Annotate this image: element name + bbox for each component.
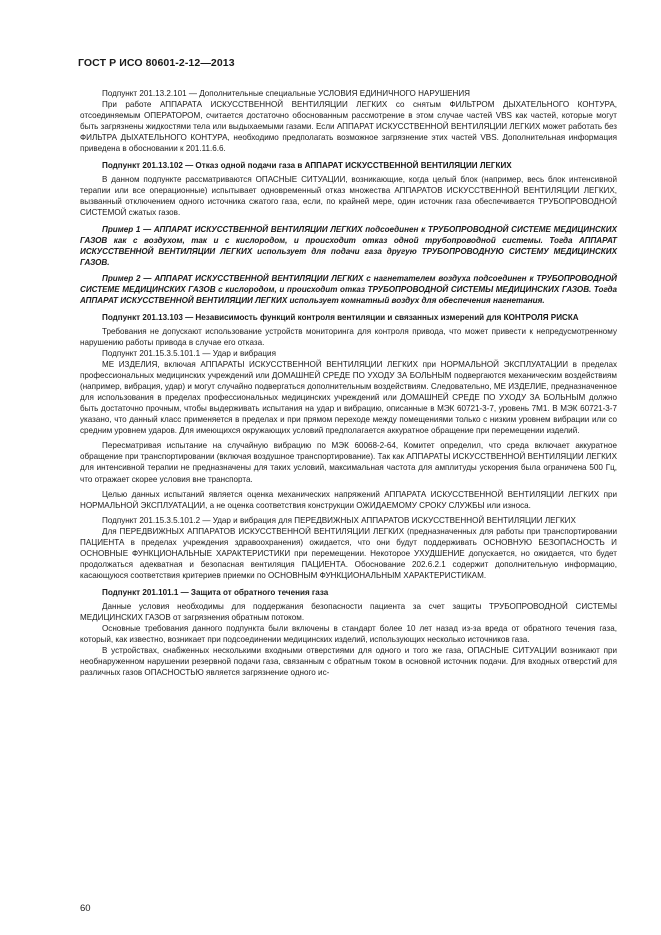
- body-paragraph: Данные условия необходимы для поддержания безопасности пациента за счет защиты ТРУБОПРОВОДНОЙ СИСТЕМЫ МЕДИЦИНСКИХ ГАЗОВ от загрязнения обратным потоком.: [80, 601, 617, 623]
- subclause-heading: Подпункт 201.13.102 — Отказ одной подачи газа в АППАРАТ ИСКУССТВЕННОЙ ВЕНТИЛЯЦИИ ЛЕГКИХ: [102, 161, 512, 171]
- subclause-heading: Подпункт 201.15.3.5.101.2 — Удар и вибрация для ПЕРЕДВИЖНЫХ АППАРАТОВ ИСКУССТВЕННОЙ ВЕНТИЛЯЦИИ ЛЕГКИХ: [102, 515, 576, 525]
- example-paragraph: Пример 2 — АППАРАТ ИСКУССТВЕННОЙ ВЕНТИЛЯЦИИ ЛЕГКИХ с нагнетателем воздуха подсоединен к ТРУБОПРОВОДНОЙ СИСТЕМЕ МЕДИЦИНСКИХ ГАЗОВ с кислородом, и происходит отказ ТРУБОПРОВОДНОЙ СИСТЕМЫ МЕДИЦИНСКИХ ГАЗОВ. Тогда АППАРАТ ИСКУССТВЕННОЙ ВЕНТИЛЯЦИИ ЛЕГКИХ использует комнатный воздух для обеспечения нагнетания.: [80, 273, 617, 305]
- example-paragraph: Пример 1 — АППАРАТ ИСКУССТВЕННОЙ ВЕНТИЛЯЦИИ ЛЕГКИХ подсоединен к ТРУБОПРОВОДНОЙ СИСТЕМЕ МЕДИЦИНСКИХ ГАЗОВ как с воздухом, так и с кислородом, и происходит отказ одной трубопроводной системы. Тогда АППАРАТ ИСКУССТВЕННОЙ ВЕНТИЛЯЦИИ ЛЕГКИХ использует для подачи газа другую ТРУБОПРОВОДНУЮ СИСТЕМУ МЕДИЦИНСКИХ ГАЗОВ.: [80, 224, 617, 267]
- document-header: ГОСТ Р ИСО 80601-2-12—2013: [78, 57, 235, 69]
- body-paragraph: Пересматривая испытание на случайную вибрацию по МЭК 60068-2-64, Комитет определил, что среда включает аккуратное обращение при транспортировании (включая воздушное транспортирование). Так как АППАРАТЫ ИСКУССТВЕННОЙ ВЕНТИЛЯЦИИ ЛЕГКИХ для интенсивной терапии не предназначены для таких условий, максимальная частота для амплитуды ускорения была ограничена 500 Гц, что отражает скорее условия вне транспорта.: [80, 441, 618, 484]
- page-number: 60: [80, 903, 91, 914]
- subclause-heading: Подпункт 201.101.1 — Защита от обратного течения газа: [102, 587, 329, 597]
- body-paragraph: Для ПЕРЕДВИЖНЫХ АППАРАТОВ ИСКУССТВЕННОЙ ВЕНТИЛЯЦИИ ЛЕГКИХ (предназначенных для работы при транспортировании ПАЦИЕНТА в пределах учреждения здравоохранения) ожидается, что они будут поддерживать ОСНОВНУЮ БЕЗОПАСНОСТЬ И ОСНОВНЫЕ ФУНКЦИОНАЛЬНЫЕ ХАРАКТЕРИСТИКИ при перемещении. Некоторое УХУДШЕНИЕ допускается, но ожидается, что будет продолжаться адекватная и безопасная вентиляция ПАЦИЕНТА. Обоснование 202.6.2.1 содержит дополнительную информацию, касающуюся соответствия критериев приемки по ОСНОВНЫМ ФУНКЦИОНАЛЬНЫМ ХАРАКТЕРИСТИКАМ.: [80, 526, 617, 580]
- body-paragraph: Целью данных испытаний является оценка механических напряжений АППАРАТА ИСКУССТВЕННОЙ ВЕНТИЛЯЦИИ ЛЕГКИХ при НОРМАЛЬНОЙ ЭКСПЛУАТАЦИИ, а не оценка соответствия конструкции ОЖИДАЕМОМУ СРОКУ СЛУЖБЫ или износа.: [80, 489, 617, 510]
- subclause-heading: Подпункт 201.15.3.5.101.1 — Удар и вибрация: [102, 348, 276, 358]
- body-paragraph: В устройствах, снабженных несколькими входными отверстиями для одного и того же газа, ОПАСНЫЕ СИТУАЦИИ возникают при необнаруженном нарушении резервной подачи газа, связанным с обратным током в основной источник подачи. Для входных отверстий для различных газов ОПАСНОСТЬЮ является загрязнение одного ис-: [80, 646, 617, 678]
- body-paragraph: В данном подпункте рассматриваются ОПАСНЫЕ СИТУАЦИИ, возникающие, когда целый блок (например, весь блок интенсивной терапии или все операционные) испытывает одновременный отказ множества АППАРАТОВ ИСКУССТВЕННОЙ ВЕНТИЛЯЦИИ ЛЕГКИХ, вызванный отключением одного источника сжатого газа, если, по крайней мере, один источник газа обеспечивается ТРУБОПРОВОДНОЙ СИСТЕМОЙ сжатых газов.: [80, 175, 617, 218]
- subclause-heading: Подпункт 201.13.103 — Независимость функций контроля вентиляции и связанных измерений для КОНТРОЛЯ РИСКА: [102, 312, 579, 322]
- body-paragraph: При работе АППАРАТА ИСКУССТВЕННОЙ ВЕНТИЛЯЦИИ ЛЕГКИХ со снятым ФИЛЬТРОМ ДЫХАТЕЛЬНОГО КОНТУРА, отсоединяемым ОПЕРАТОРОМ, считается достаточно обоснованным рассмотрение в этом случае частей VBS как частей, которые могут быть загрязнены жидкостями тела или выдыхаемыми газами. Если АППАРАТ ИСКУССТВЕННОЙ ВЕНТИЛЯЦИИ ЛЕГКИХ может работать без ФИЛЬТРА ДЫХАТЕЛЬНОГО КОНТУРА, необходимо предполагать возможное загрязнение этих частей VBS. Дополнительная информация приведена в обосновании к 201.11.6.6.: [80, 100, 617, 154]
- document-body: [80, 88, 617, 678]
- subclause-heading: Подпункт 201.13.2.101 — Дополнительные специальные УСЛОВИЯ ЕДИНИЧНОГО НАРУШЕНИЯ: [102, 89, 471, 98]
- body-paragraph: Основные требования данного подпункта были включены в стандарт более 10 лет назад из-за вреда от обратного течения газа, который, как известно, возникает при подсоединении медицинских изделий, использующих несколько источников газа.: [80, 624, 617, 645]
- body-paragraph: Требования не допускают использование устройств мониторинга для контроля привода, что может привести к непредусмотренному нарушению работы привода в случае его отказа.: [80, 326, 617, 347]
- body-paragraph: МЕ ИЗДЕЛИЯ, включая АППАРАТЫ ИСКУССТВЕННОЙ ВЕНТИЛЯЦИИ ЛЕГКИХ при НОРМАЛЬНОЙ ЭКСПЛУАТАЦИИ в пределах профессиональных медицинских учреждений или ДОМАШНЕЙ СРЕДЕ ПО УХОДУ ЗА БОЛЬНЫМ подвергаются механическим воздействиям (например, вибрация, удар) и могут случайно подвергаться дополнительным воздействиям. Следовательно, МЕ ИЗДЕЛИЕ, предназначенное для использования в пределах профессиональных медицинских учреждений или ДОМАШНЕЙ СРЕДЕ ПО УХОДУ ЗА БОЛЬНЫМ должно быть достаточно прочным, чтобы выдерживать испытания на удар и вибрацию, описанные в МЭК 60721-3-7, уровень 7М1. В МЭК 60721-3-7 указано, что данный класс применяется в пределах и при прямом переходе между помещениями только с низким уровнем вибрации или со средним уровнем ударов. Для имеющихся окружающих условий предполагается аккуратное обращение при перемещении изделий.: [80, 360, 617, 436]
